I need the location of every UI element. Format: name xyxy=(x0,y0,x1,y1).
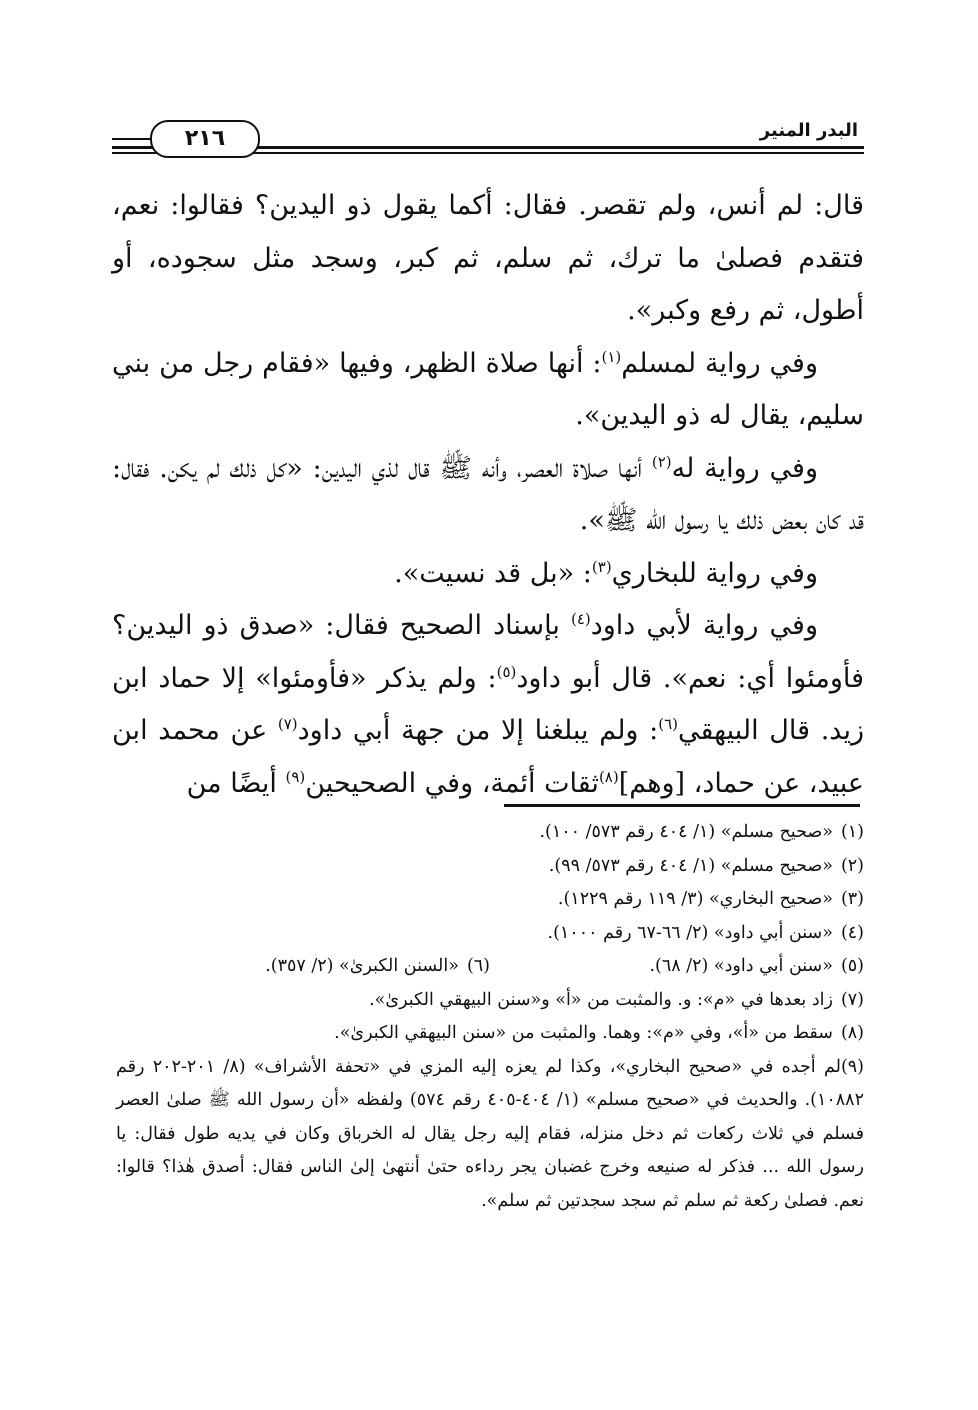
paragraph-5: وفي رواية لأبي داود$^{(٤)}$ بإسناد الصحيح فقال: «صدق ذو اليدين؟ فأومئوا أي: نعم». قال أبو داود$^{(٥)}$: ولم يذكر «فأومئوا» إلا حماد ابن زيد. قال البيهقي$^{(٦)}$: ولم يبلغنا إلا من جهة أبي داود$^{(٧)}$ عن محمد ابن عبيد، عن حماد، [وهم]$^{(٨)}$ثقات أئمة، وفي الصحيحين$^{(٩)}$ أيضًا من xyxy=(112,610,865,799)
footnote-9: (٩)لم أجده في «صحيح البخاري»، وكذا لم يعزه إليه المزي في «تحفة الأشراف» (٨/ ٢٠١-٢٠٢ رقم ١٠٨٨٢). والحديث في «صحيح مسلم» (١/ ٤٠٤-٤٠٥ رقم ٥٧٤) ولفظه «أن رسول الله ﷺ صلىٰ العصر فسلم في ثلاث ركعات ثم دخل منزله، فقام إليه رجل يقال له الخرباق وكان في يديه طول فقال: يا رسول الله ... فذكر له صنيعه وخرج غضبان يجر رداءه حتىٰ أنتهىٰ إلىٰ الناس فقال: أصدق هٰذا؟ قالوا: نعم. فصلىٰ ركعة ثم سلم ثم سجد سجدتين ثم سلم». xyxy=(116,1056,864,1211)
paragraph-3: وفي رواية له$^{(٢)}$ أنها صلاة العصر، وأنه ﷺ قال لذي اليدين: «كل ذلك لم يكن. فقال: قد كان بعض ذلك يا رسول الله ﷺ». xyxy=(112,452,864,536)
footnote-6: (٦)«السنن الكبرىٰ» (٢/ ٣٥٧). xyxy=(265,956,490,976)
footnote-8: (٨)سقط من «أ»، وفي «م»: وهما. والمثبت من «سنن البيهقي الكبرىٰ». xyxy=(334,1023,864,1043)
footnote-2: (٢)«صحيح مسلم» (١/ ٤٠٤ رقم ٥٧٣/ ٩٩). xyxy=(548,855,864,876)
footnote-4: (٤)«سنن أبي داود» (٢/ ٦٦-٦٧ رقم ١٠٠٠). xyxy=(547,922,864,943)
footnote-ref[interactable]: (١) xyxy=(601,347,622,366)
footnotes xyxy=(116,816,864,1218)
footnote-3: (٣)«صحيح البخاري» (٣/ ١١٩ رقم ١٢٢٩). xyxy=(557,889,864,909)
page-number: ٢١٦ xyxy=(150,120,260,158)
footnote-separator xyxy=(504,804,860,807)
footnote-ref[interactable]: (٢) xyxy=(651,452,672,471)
footnote-ref[interactable]: (٩) xyxy=(285,767,306,786)
footnote-ref[interactable]: (٨) xyxy=(598,767,619,786)
paragraph-4: وفي رواية للبخاري$^{(٣)}$: «بل قد نسيت». xyxy=(394,557,818,589)
header-ornament xyxy=(112,138,152,140)
footnote-ref[interactable]: (٥) xyxy=(496,662,517,681)
footnote-ref[interactable]: (٧) xyxy=(277,715,298,733)
paragraph-1: قال: لم أنس، ولم تقصر. فقال: أكما يقول ذو اليدين؟ فقالوا: نعم، فتقدم فصلىٰ ما ترك، ثم سلم، ثم كبر، وسجد مثل سجوده، أو أطول، ثم رفع وكبر». xyxy=(112,190,864,326)
page-header xyxy=(112,116,864,162)
paragraph-2: وفي رواية لمسلم$^{(١)}$: أنها صلاة الظهر، وفيها «فقام رجل من بني سليم، يقال له ذو اليدين». xyxy=(112,347,864,431)
main-text xyxy=(112,180,864,810)
book-title: البدر المنير xyxy=(759,120,858,141)
footnote-1: (١)«صحيح مسلم» (١/ ٤٠٤ رقم ٥٧٣/ ١٠٠). xyxy=(539,822,864,842)
footnote-5: (٥)«سنن أبي داود» (٢/ ٦٨). xyxy=(649,956,864,976)
footnote-ref[interactable]: (٦) xyxy=(658,715,678,733)
footnote-7: (٧)زاد بعدها في «م»: و. والمثبت من «أ» و«سنن البيهقي الكبرىٰ». xyxy=(369,989,864,1010)
footnote-row-5-6 xyxy=(116,950,864,984)
footnote-ref[interactable]: (٣) xyxy=(591,557,612,576)
footnote-ref[interactable]: (٤) xyxy=(570,610,591,628)
